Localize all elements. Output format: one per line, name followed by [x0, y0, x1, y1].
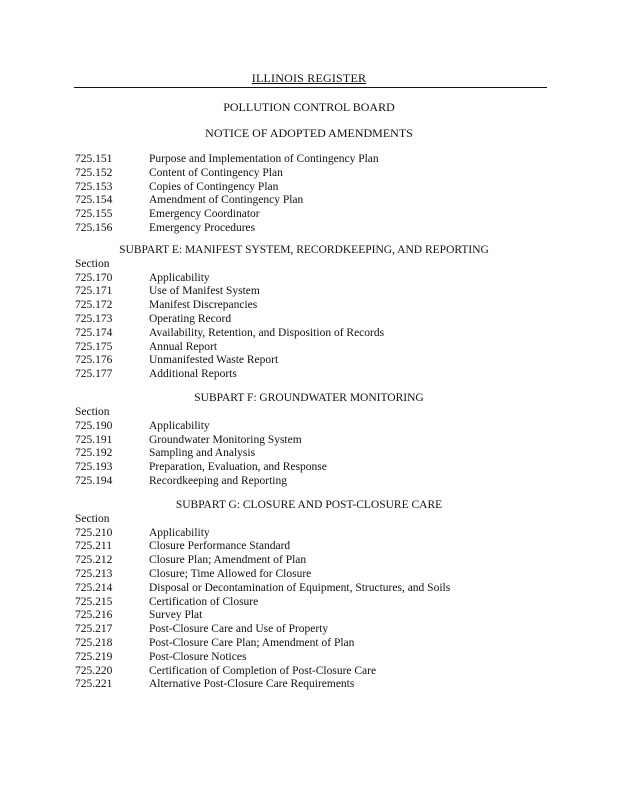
section-row	[75, 327, 545, 341]
section-title: Applicability	[149, 271, 210, 284]
section-number: 725.176	[75, 354, 113, 367]
section-title: Preparation, Evaluation, and Response	[149, 461, 327, 474]
section-title: Disposal or Decontamination of Equipment, Structures, and Soils	[149, 581, 451, 594]
section-title: Certification of Closure	[149, 595, 259, 608]
section-number: 725.193	[75, 461, 113, 474]
section-title: Post-Closure Care and Use of Property	[149, 623, 329, 636]
section-row	[75, 540, 545, 554]
section-title: Availability, Retention, and Disposition of Records	[149, 326, 385, 339]
section-row	[75, 434, 545, 448]
section-number: 725.213	[75, 567, 113, 580]
section-title: Alternative Post-Closure Care Requirements	[149, 678, 355, 691]
section-number: 725.216	[75, 609, 113, 622]
section-number: 725.153	[75, 180, 113, 193]
notice-title: NOTICE OF ADOPTED AMENDMENTS	[205, 126, 413, 140]
section-number: 725.190	[75, 419, 113, 432]
section-row	[75, 153, 545, 167]
section-number: 725.218	[75, 636, 113, 649]
section-number: 725.214	[75, 581, 113, 594]
section-title: Annual Report	[149, 340, 218, 353]
section-title: Emergency Coordinator	[149, 208, 260, 221]
section-number: 725.211	[75, 540, 112, 553]
section-number: 725.191	[75, 433, 113, 446]
subpart-e-list	[75, 272, 545, 382]
section-title: Additional Reports	[149, 368, 237, 381]
section-title: Sampling and Analysis	[149, 447, 256, 460]
section-label: Section	[75, 257, 110, 270]
section-row	[75, 208, 545, 222]
section-title: Emergency Procedures	[149, 221, 256, 234]
section-title: Closure Performance Standard	[149, 540, 291, 553]
section-row	[75, 313, 545, 327]
section-row	[75, 623, 545, 637]
section-title: Applicability	[149, 419, 210, 432]
subpart-g-list	[75, 527, 545, 693]
section-title: Use of Manifest System	[149, 285, 260, 298]
section-row	[75, 222, 545, 236]
section-row	[75, 475, 545, 489]
section-row	[75, 637, 545, 651]
section-label: Section	[75, 405, 110, 418]
section-title: Survey Plat	[149, 609, 203, 622]
section-title: Purpose and Implementation of Contingency Plan	[149, 153, 379, 165]
section-label: Section	[75, 512, 110, 525]
section-number: 725.151	[75, 153, 113, 165]
subpart-g-heading: SUBPART G: CLOSURE AND POST-CLOSURE CARE	[175, 498, 443, 511]
section-row	[75, 554, 545, 568]
section-title: Applicability	[149, 526, 210, 539]
section-title: Recordkeeping and Reporting	[149, 474, 287, 487]
section-number: 725.172	[75, 299, 113, 312]
section-row	[75, 341, 545, 355]
section-row	[75, 678, 545, 692]
section-number: 725.152	[75, 166, 113, 179]
section-number: 725.175	[75, 340, 113, 353]
subpart-f-heading: SUBPART F: GROUNDWATER MONITORING	[194, 391, 424, 404]
section-row	[75, 665, 545, 679]
section-row	[75, 447, 545, 461]
section-row	[75, 596, 545, 610]
section-number: 725.156	[75, 221, 113, 234]
contingency-section-list	[75, 153, 545, 236]
section-row	[75, 181, 545, 195]
section-title: Post-Closure Notices	[149, 650, 247, 663]
section-number: 725.215	[75, 595, 113, 608]
section-row	[75, 194, 545, 208]
section-title: Post-Closure Care Plan; Amendment of Plan	[149, 636, 355, 649]
section-number: 725.173	[75, 312, 113, 325]
section-row	[75, 299, 545, 313]
section-number: 725.220	[75, 664, 113, 677]
section-number: 725.210	[75, 526, 113, 539]
section-title: Amendment of Contingency Plan	[149, 194, 304, 207]
section-row	[75, 527, 545, 541]
subpart-f-list	[75, 420, 545, 489]
section-number: 725.154	[75, 194, 113, 207]
section-row	[75, 272, 545, 286]
section-number: 725.192	[75, 447, 113, 460]
section-title: Certification of Completion of Post-Closure Care	[149, 664, 377, 677]
section-title: Groundwater Monitoring System	[149, 433, 302, 446]
section-title: Copies of Contingency Plan	[149, 180, 279, 193]
section-number: 725.174	[75, 326, 113, 339]
section-number: 725.155	[75, 208, 113, 221]
section-row	[75, 651, 545, 665]
section-row	[75, 461, 545, 475]
register-header	[0, 71, 618, 85]
section-number: 725.221	[75, 678, 113, 691]
board-name: POLLUTION CONTROL BOARD	[223, 100, 395, 114]
section-number: 725.217	[75, 623, 113, 636]
section-row	[75, 609, 545, 623]
section-title: Manifest Discrepancies	[149, 299, 258, 312]
section-row	[75, 285, 545, 299]
section-number: 725.177	[75, 368, 113, 381]
section-title: Closure; Time Allowed for Closure	[149, 567, 312, 580]
section-title: Closure Plan; Amendment of Plan	[149, 554, 307, 567]
section-number: 725.171	[75, 285, 113, 298]
subpart-e-heading: SUBPART E: MANIFEST SYSTEM, RECORDKEEPING, AND REPORTING	[119, 243, 489, 256]
register-title: ILLINOIS REGISTER	[251, 71, 367, 85]
section-number: 725.212	[75, 554, 113, 567]
section-row	[75, 354, 545, 368]
section-row	[75, 582, 545, 596]
section-title: Operating Record	[149, 312, 232, 325]
section-row	[75, 420, 545, 434]
section-number: 725.219	[75, 650, 113, 663]
section-row	[75, 167, 545, 181]
section-row	[75, 568, 545, 582]
section-number: 725.170	[75, 271, 113, 284]
section-row	[75, 368, 545, 382]
header-rule	[74, 87, 547, 88]
section-title: Unmanifested Waste Report	[149, 354, 279, 367]
table-of-contents	[75, 153, 545, 692]
section-title: Content of Contingency Plan	[149, 166, 283, 179]
section-number: 725.194	[75, 474, 113, 487]
